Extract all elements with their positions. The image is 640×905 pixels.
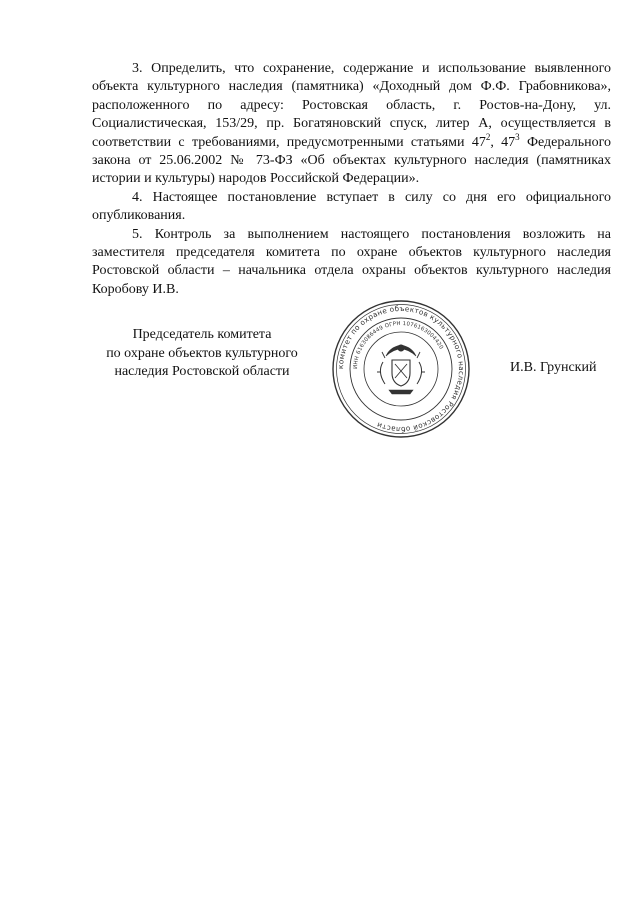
seal-outer-textpath: комитет по охране объектов культурного наследия Ростовской области bbox=[335, 303, 467, 435]
paragraph-5: 5. Контроль за выполнением настоящего постановления возложить на заместителя председателя комитета по охране объектов культурного наследия Ростовской области – начальника отдела охраны объектов культурного наследия Коробову И.В. bbox=[92, 226, 611, 297]
signatory-name: И.В. Грунский bbox=[510, 360, 597, 375]
seal-inner-textpath: ИНН 6163086449 ОГРН 1076163004420 bbox=[352, 320, 445, 370]
signatory-title-line: наследия Ростовской области bbox=[114, 364, 290, 380]
signatory-title-line: по охране объектов культурного bbox=[106, 345, 298, 361]
superscript-2: 2 bbox=[485, 131, 491, 142]
body-text bbox=[92, 60, 611, 299]
official-seal bbox=[331, 298, 471, 440]
signatory-title-line: Председатель комитета bbox=[132, 327, 272, 342]
paragraph-3-text-start: 3. Определить, что сохранение, содержание и использование выявленного объекта культурного наследия (памятника) «Доходный дом Ф.Ф. Грабовникова», расположенного по адресу: Ростовская область, г. Ростов-на-Дону, ул. Социалистическая, 153/29, пр. Богатяновский спуск, литер А, осуществляется в соответствии с требованиями, предусмотренными статьями 47 bbox=[92, 61, 611, 150]
paragraph-3-text-middle: , 47 bbox=[490, 134, 516, 150]
superscript-3: 3 bbox=[515, 131, 520, 142]
signatory-title bbox=[86, 326, 318, 382]
coat-of-arms bbox=[377, 345, 425, 394]
paragraph-4: 4. Настоящее постановление вступает в силу со дня его официального опубликования. bbox=[92, 189, 611, 224]
seal-icon bbox=[331, 298, 471, 440]
paragraph-3 bbox=[92, 60, 611, 189]
seal-inner-text bbox=[353, 321, 444, 369]
paragraph-3-text-end: Федерального закона от 25.06.2002 № 73-ФЗ «Об объектах культурного наследия (памятниках истории и культуры) народов Российской Федерации». bbox=[92, 134, 611, 187]
